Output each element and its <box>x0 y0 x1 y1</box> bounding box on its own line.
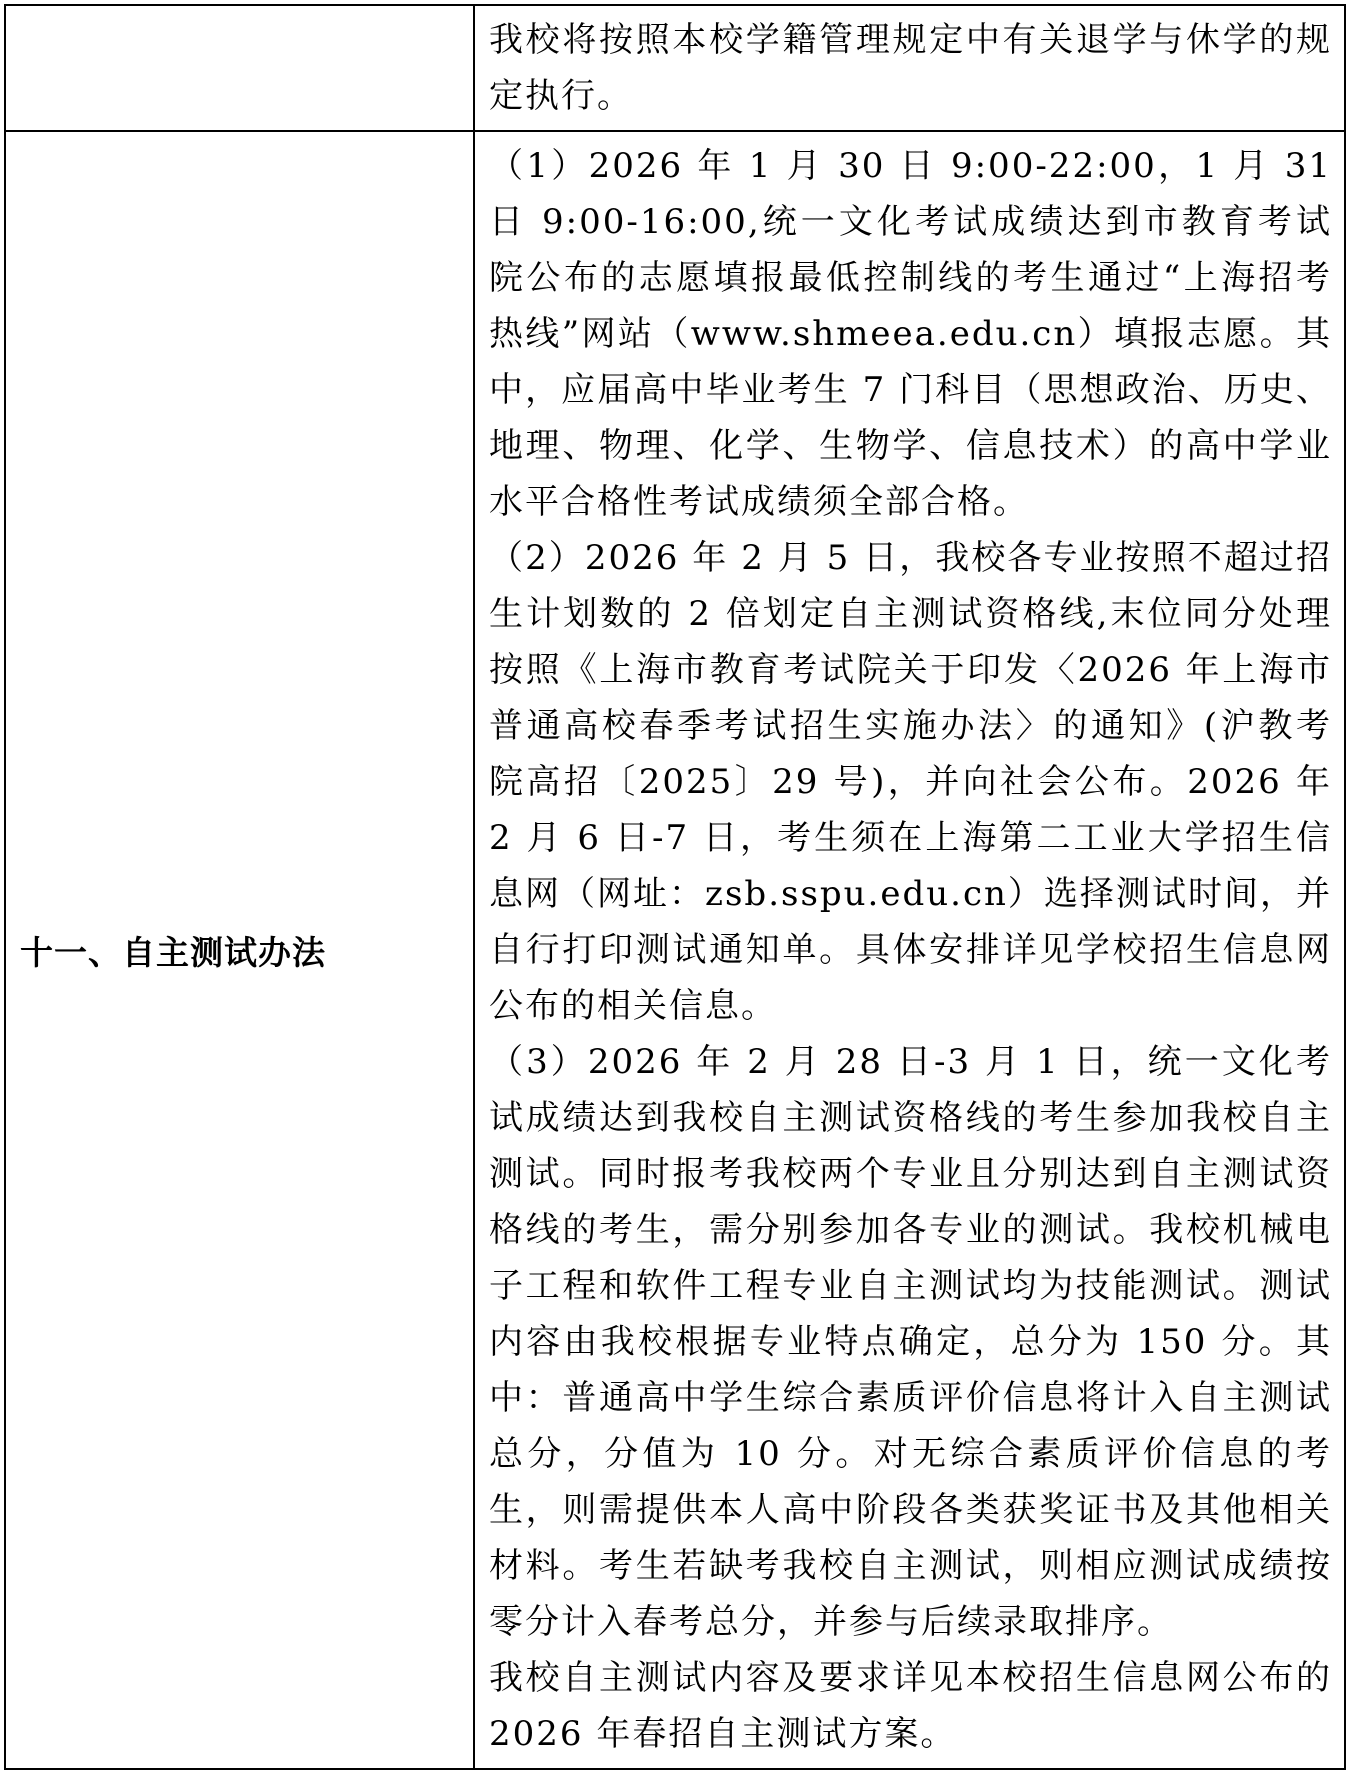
regulation-table <box>4 4 1346 1770</box>
self-test-paragraph-3: （3）2026 年 2 月 28 日-3 月 1 日，统一文化考试成绩达到我校自主测试资格线的考生参加我校自主测试。同时报考我校两个专业且分别达到自主测试资格线的考生，需分别参加各专业的测试。我校机械电子工程和软件工程专业自主测试均为技能测试。测试内容由我校根据专业特点确定，总分为 150 分。其中：普通高中学生综合素质评价信息将计入自主测试总分，分值为 10 分。对无综合素质评价信息的考生，则需提供本人高中阶段各类获奖证书及其他相关材料。考生若缺考我校自主测试，则相应测试成绩按零分计入春考总分，并参与后续录取排序。 <box>489 1042 1332 1642</box>
self-test-paragraph-2: （2）2026 年 2 月 5 日，我校各专业按照不超过招生计划数的 2 倍划定自主测试资格线,末位同分处理按照《上海市教育考试院关于印发〈2026 年上海市普通高校春季考试招生实施办法〉的通知》(沪教考院高招〔2025〕29 号)，并向社会公布。2026 年 2 月 6 日-7 日，考生须在上海第二工业大学招生信息网（网址：zsb.sspu.edu.cn）选择测试时间，并自行打印测试通知单。具体安排详见学校招生信息网公布的相关信息。 <box>489 538 1332 1026</box>
withdrawal-paragraph: 我校将按照本校学籍管理规定中有关退学与休学的规定执行。 <box>489 20 1332 116</box>
self-test-paragraph-4: 我校自主测试内容及要求详见本校招生信息网公布的 2026 年春招自主测试方案。 <box>489 1658 1332 1754</box>
row-content-self-test <box>474 131 1345 1769</box>
row-label-empty <box>5 5 474 131</box>
row-label-self-test: 十一、自主测试办法 <box>5 131 474 1769</box>
row-content-withdrawal <box>474 5 1345 131</box>
table-row-withdrawal <box>5 5 1345 131</box>
table-row-self-test <box>5 131 1345 1769</box>
self-test-paragraph-1: （1）2026 年 1 月 30 日 9:00-22:00，1 月 31 日 9:00-16:00,统一文化考试成绩达到市教育考试院公布的志愿填报最低控制线的考生通过“上海招考热线”网站（www.shmeea.edu.cn）填报志愿。其中，应届高中毕业考生 7 门科目（思想政治、历史、地理、物理、化学、生物学、信息技术）的高中学业水平合格性考试成绩须全部合格。 <box>489 146 1332 522</box>
